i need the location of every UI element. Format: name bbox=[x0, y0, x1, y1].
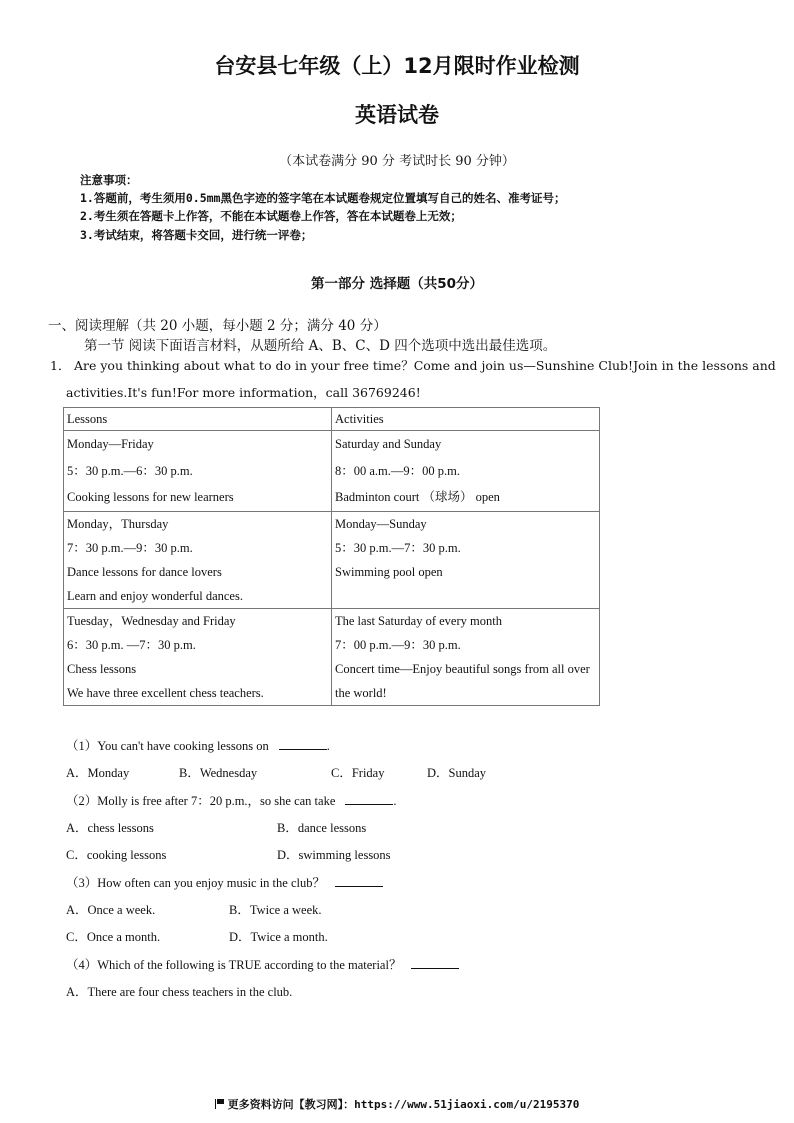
passage-text: Are you thinking about what to do in your free time？Come and join us—Sunshine Club!Join in the lessons and bbox=[74, 358, 776, 373]
club-schedule-table bbox=[63, 407, 600, 706]
table-row bbox=[64, 608, 600, 705]
note-item: 1.答题前，考生须用0.5mm黑色字迹的签字笔在本试题卷规定位置填写自己的姓名、准考证号； bbox=[80, 191, 566, 205]
option-a: A．chess lessons bbox=[66, 821, 154, 835]
note-item: 2.考生须在答题卡上作答，不能在本试题卷上作答，答在本试题卷上无效； bbox=[80, 209, 462, 223]
option-d: D．Sunday bbox=[427, 766, 487, 780]
exam-title: 台安县七年级（上）12月限时作业检测 bbox=[214, 54, 580, 78]
option-c: C．Once a month. bbox=[66, 930, 161, 944]
question-end: . bbox=[326, 739, 330, 753]
question-stem bbox=[66, 873, 383, 891]
table-cell: The last Saturday of every month 7：00 p.m.—9：30 p.m. Concert time—Enjoy beautiful songs from all over the world! bbox=[332, 608, 600, 705]
table-cell: Monday—Friday 5：30 p.m.—6：30 p.m. Cooking lessons for new learners bbox=[64, 431, 332, 512]
footer-link-text[interactable]: 更多资料访问【教习网】：https://www.51jiaoxi.com/u/2195370 bbox=[227, 1098, 580, 1111]
question-text: （3）How often can you enjoy music in the club？ bbox=[66, 876, 325, 890]
option-a: A．Once a week. bbox=[66, 903, 156, 917]
table-header-row bbox=[64, 408, 600, 431]
answer-blank bbox=[335, 886, 383, 887]
question-stem bbox=[66, 955, 459, 973]
part-title: 第一部分 选择题（共50分） bbox=[311, 276, 483, 292]
option-a: A．There are four chess teachers in the club. bbox=[66, 985, 293, 999]
question-stem bbox=[66, 736, 330, 754]
passage-text: activities.It's fun!For more information，call 36769246! bbox=[66, 385, 421, 400]
question-text: （4）Which of the following is TRUE according to the material？ bbox=[66, 958, 402, 972]
option-c: C．cooking lessons bbox=[66, 848, 167, 862]
table-cell: Saturday and Sunday 8：00 a.m.—9：00 p.m. Badminton court （球场） open bbox=[332, 431, 600, 512]
answer-blank bbox=[411, 968, 459, 969]
answer-blank bbox=[279, 749, 327, 750]
exam-info: （本试卷满分 90 分 考试时长 90 分钟） bbox=[279, 154, 515, 169]
option-b: B．dance lessons bbox=[277, 821, 367, 835]
footer bbox=[0, 1096, 794, 1112]
option-a: A．Monday bbox=[66, 766, 130, 780]
exam-subtitle: 英语试卷 bbox=[355, 103, 439, 127]
question-stem bbox=[66, 791, 397, 809]
option-c: C．Friday bbox=[331, 766, 385, 780]
section-title: 一、阅读理解（共 20 小题，每小题 2 分；满分 40 分） bbox=[48, 318, 387, 334]
option-d: D．Twice a month. bbox=[229, 930, 328, 944]
question-text: （2）Molly is free after 7：20 p.m.，so she can take bbox=[66, 794, 336, 808]
question-end: . bbox=[393, 794, 397, 808]
section-instruction: 第一节 阅读下面语言材料，从题所给 A、B、C、D 四个选项中选出最佳选项。 bbox=[84, 338, 557, 354]
option-d: D．swimming lessons bbox=[277, 848, 391, 862]
table-row bbox=[64, 431, 600, 512]
question-text: （1）You can't have cooking lessons on bbox=[66, 739, 269, 753]
table-cell: Monday，Thursday 7：30 p.m.—9：30 p.m. Dance lessons for dance lovers Learn and enjoy wonderful dances. bbox=[64, 511, 332, 608]
option-b: B．Twice a week. bbox=[229, 903, 322, 917]
table-row bbox=[64, 511, 600, 608]
table-header-lessons: Lessons bbox=[64, 408, 332, 431]
note-item: 3.考试结束，将答题卡交回，进行统一评卷； bbox=[80, 228, 313, 242]
table-header-activities: Activities bbox=[332, 408, 600, 431]
table-cell: Tuesday，Wednesday and Friday 6：30 p.m. —7：30 p.m. Chess lessons We have three excellent chess teachers. bbox=[64, 608, 332, 705]
answer-blank bbox=[345, 804, 393, 805]
table-cell: Monday—Sunday 5：30 p.m.—7：30 p.m. Swimming pool open bbox=[332, 511, 600, 608]
notes-heading: 注意事项： bbox=[80, 173, 138, 187]
option-b: B．Wednesday bbox=[179, 766, 258, 780]
flag-icon bbox=[215, 1099, 224, 1109]
question-number: 1． bbox=[50, 358, 71, 373]
